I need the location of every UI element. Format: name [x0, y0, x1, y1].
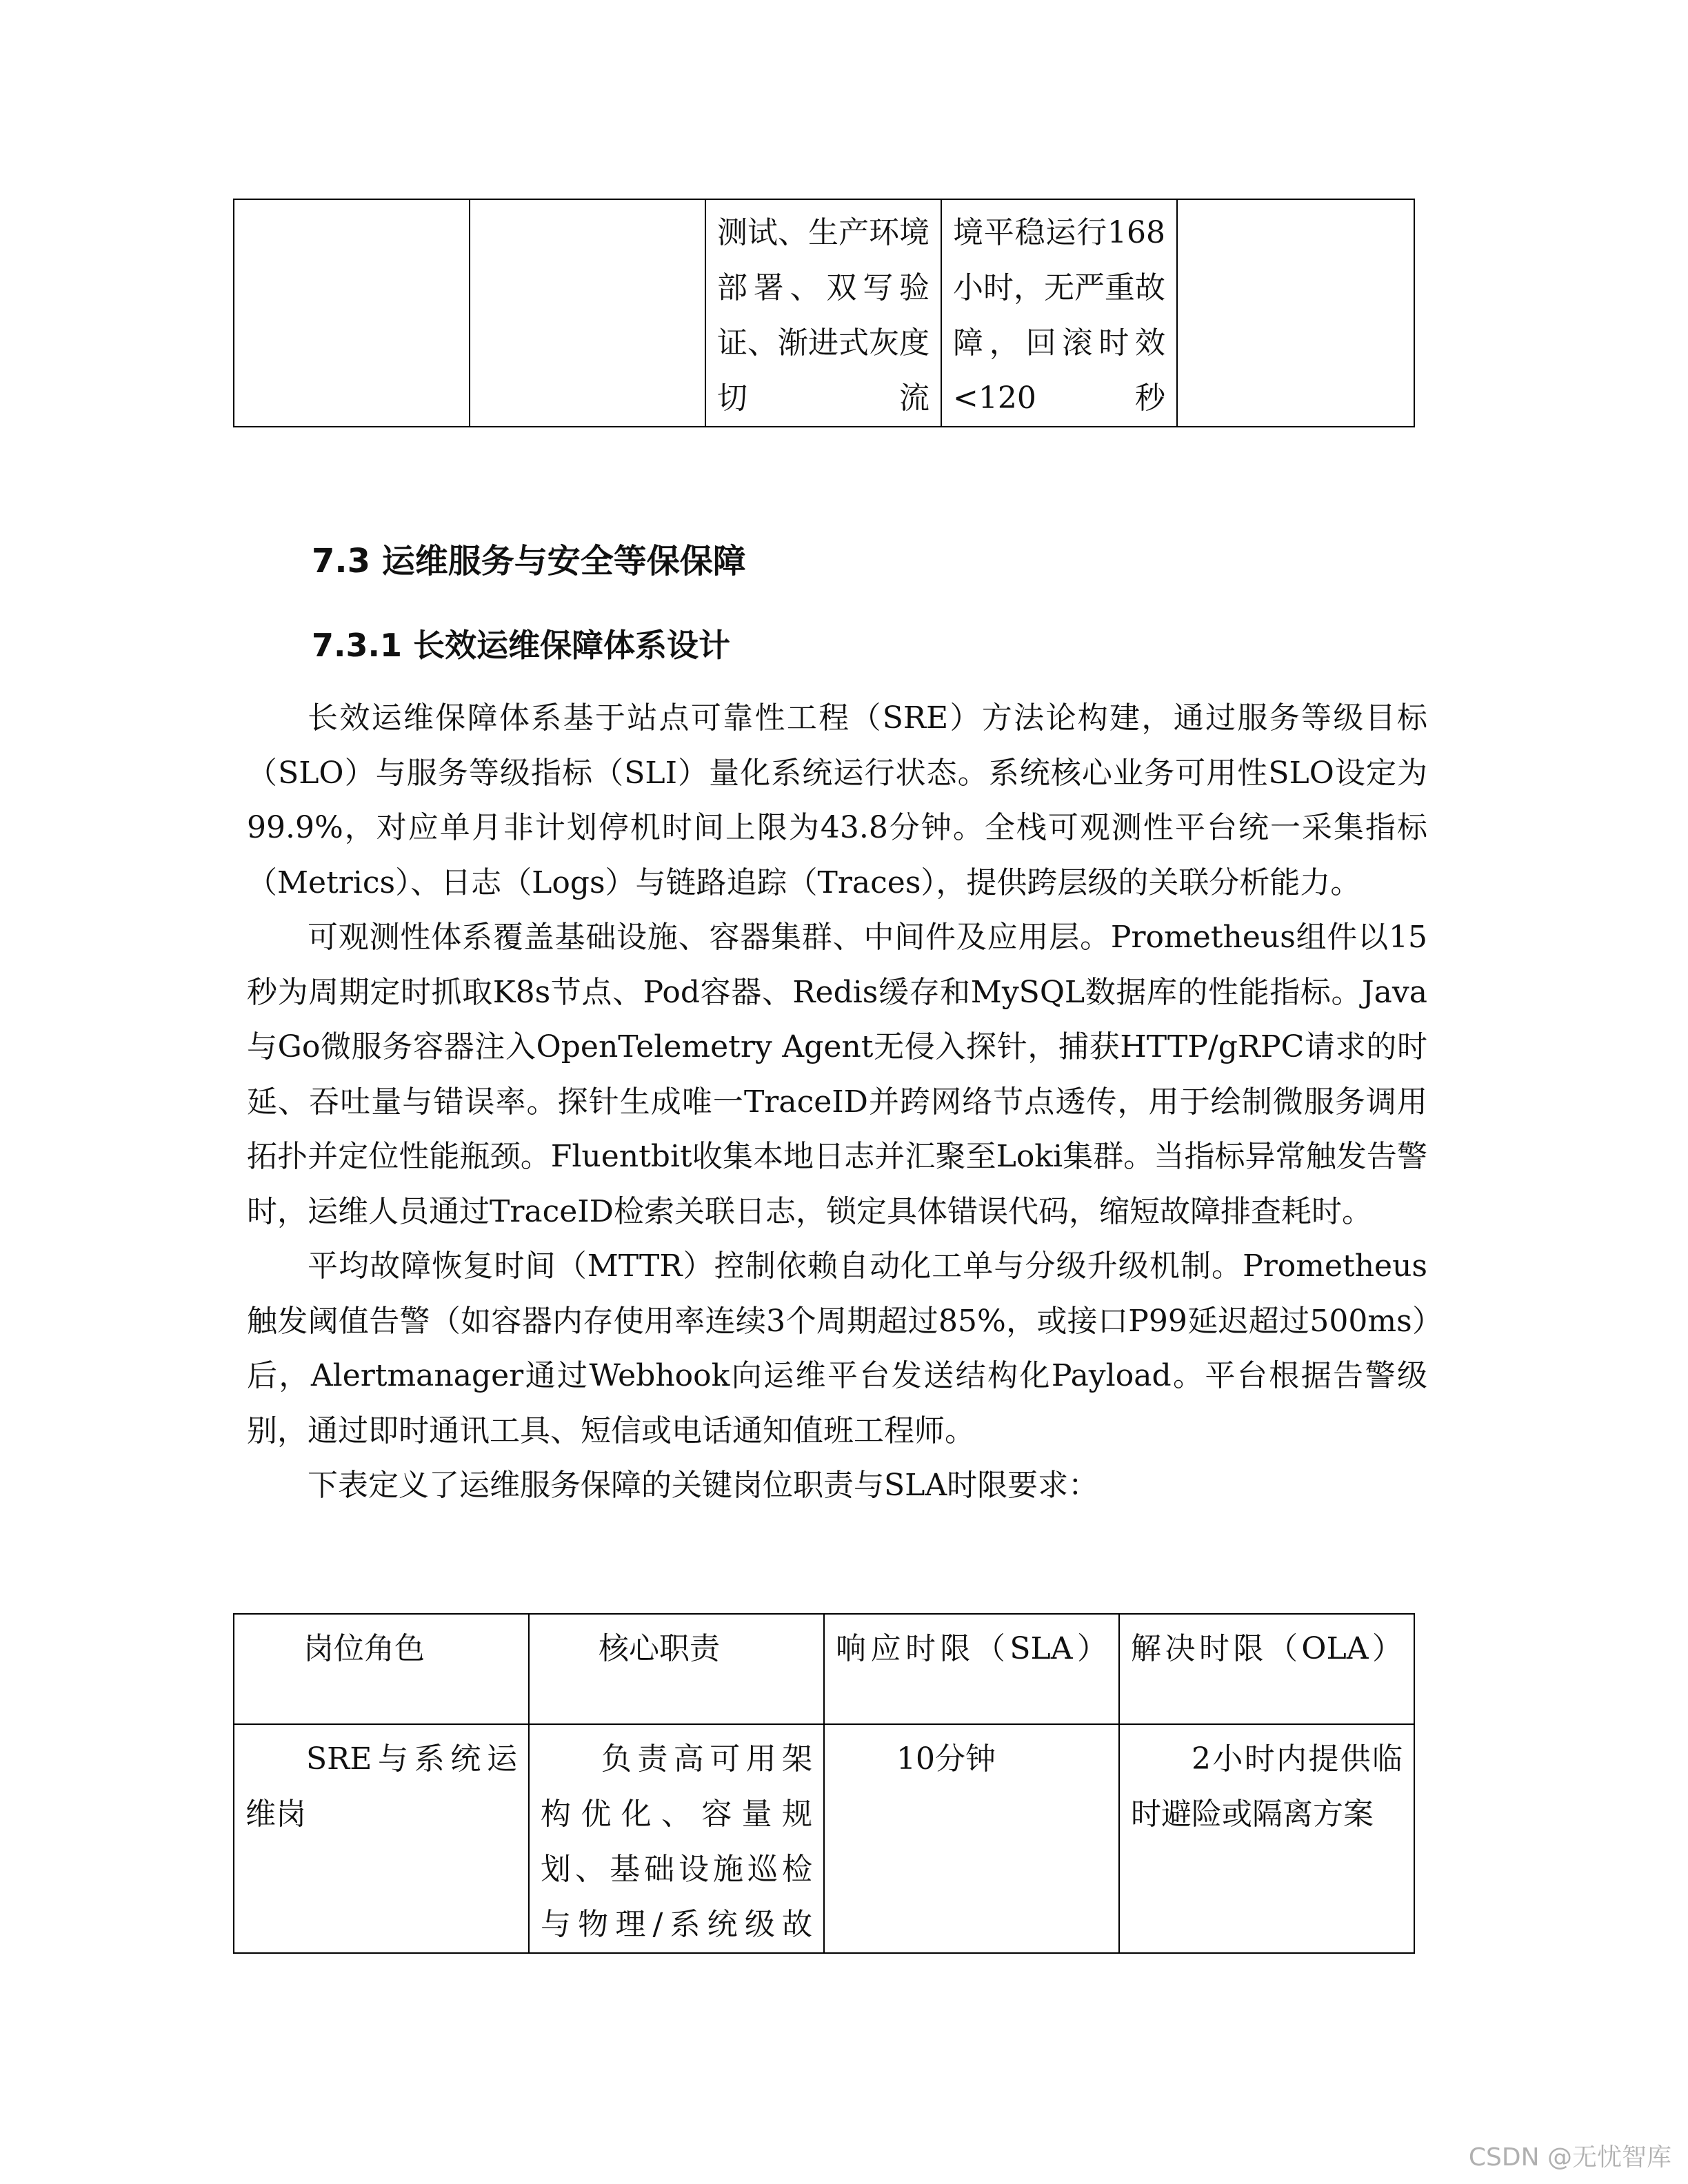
table-row — [234, 1724, 1414, 1953]
paragraph: 下表定义了运维服务保障的关键岗位职责与SLA时限要求： — [308, 1468, 1099, 1503]
table-cell: 测试、生产环境部署、双写验证、渐进式灰度切流 — [705, 199, 941, 427]
sla-table — [233, 1613, 1415, 1954]
table-cell: 10分钟 — [824, 1724, 1119, 1953]
table-cell — [1177, 199, 1414, 427]
table-header-row — [234, 1614, 1414, 1724]
table-cell — [234, 199, 470, 427]
table-header-cell: 核心职责 — [529, 1614, 824, 1724]
table-header-cell: 响应时限（SLA） — [824, 1614, 1119, 1724]
table-cell: 境平稳运行168小时，无严重故障，回滚时效<120秒 — [941, 199, 1177, 427]
table-cell: SRE与系统运维岗 — [234, 1724, 529, 1953]
table-header-cell: 解决时限（OLA） — [1119, 1614, 1414, 1724]
paragraph: 长效运维保障体系基于站点可靠性工程（SRE）方法论构建，通过服务等级目标（SLO）与服务等级指标（SLI）量化系统运行状态。系统核心业务可用性SLO设定为99.9%，对应单月非计划停机时间上限为43.8分钟。全栈可观测性平台统一采集指标（Metrics）、日志（Logs）与链路追踪（Traces），提供跨层级的关联分析能力。 — [247, 700, 1427, 900]
table-cell — [470, 199, 705, 427]
table-cell: 2小时内提供临时避险或隔离方案 — [1119, 1724, 1414, 1953]
table-cell: 负责高可用架构优化、容量规划、基础设施巡检与物理/系统级故 — [529, 1724, 824, 1953]
section-heading: 7.3 运维服务与安全等保保障 — [312, 542, 746, 580]
continuation-table — [233, 199, 1415, 427]
table-header-cell: 岗位角色 — [234, 1614, 529, 1724]
table-row — [234, 199, 1414, 427]
paragraph: 平均故障恢复时间（MTTR）控制依赖自动化工单与分级升级机制。Prometheus触发阈值告警（如容器内存使用率连续3个周期超过85%，或接口P99延迟超过500ms）后，Alertmanager通过Webhook向运维平台发送结构化Payload。平台根据告警级别，通过即时通讯工具、短信或电话通知值班工程师。 — [247, 1248, 1427, 1448]
subsection-heading: 7.3.1 长效运维保障体系设计 — [312, 627, 730, 664]
body-text — [247, 691, 1427, 1513]
paragraph: 可观测性体系覆盖基础设施、容器集群、中间件及应用层。Prometheus组件以15秒为周期定时抓取K8s节点、Pod容器、Redis缓存和MySQL数据库的性能指标。Java与Go微服务容器注入OpenTelemetry Agent无侵入探针，捕获HTTP/gRPC请求的时延、吞吐量与错误率。探针生成唯一TraceID并跨网络节点透传，用于绘制微服务调用拓扑并定位性能瓶颈。Fluentbit收集本地日志并汇聚至Loki集群。当指标异常触发告警时，运维人员通过TraceID检索关联日志，锁定具体错误代码，缩短故障排查耗时。 — [247, 920, 1427, 1229]
watermark: CSDN @无忧智库 — [1468, 2143, 1671, 2172]
